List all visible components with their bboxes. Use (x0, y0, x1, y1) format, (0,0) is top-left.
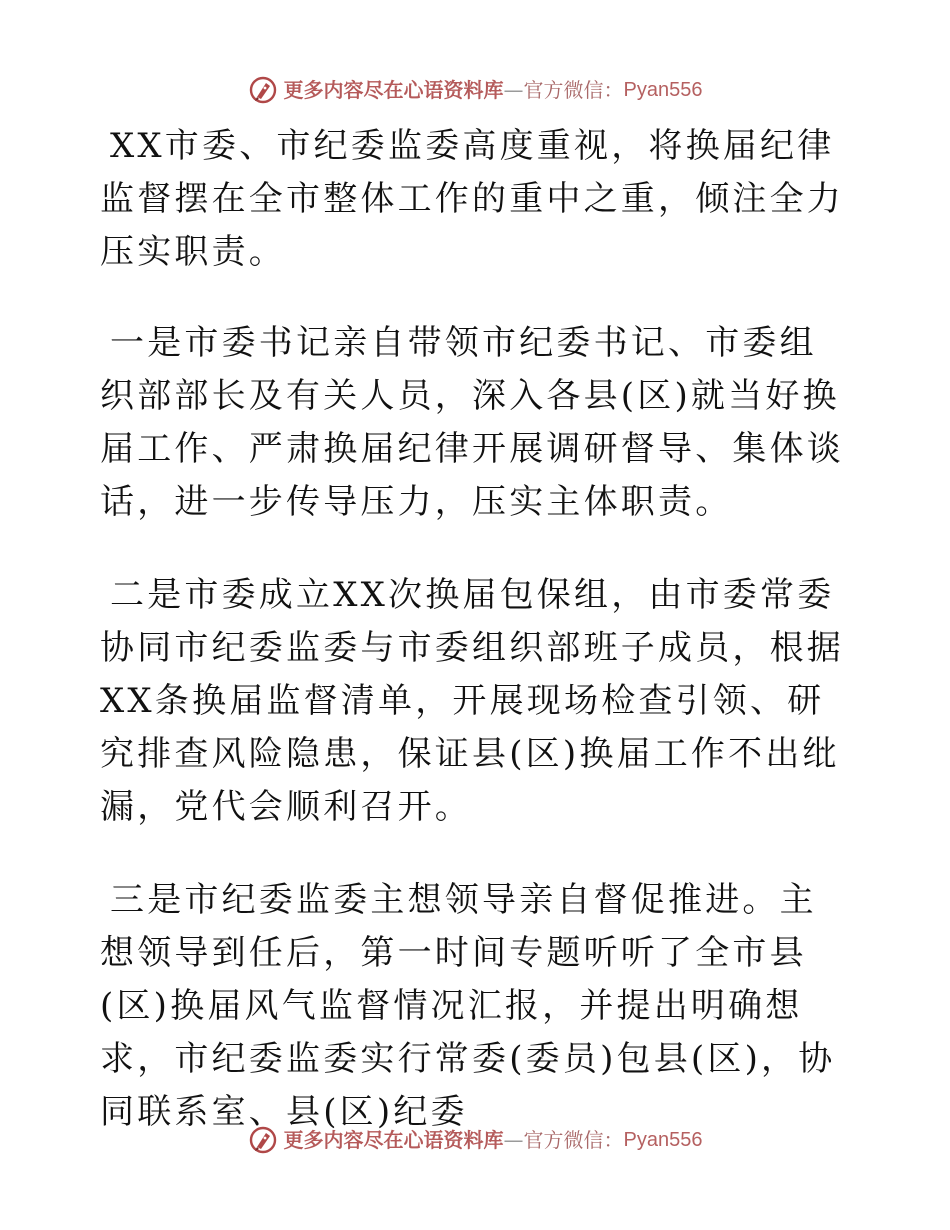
header-banner (0, 70, 950, 110)
banner-slogan: 更多内容尽在心语资料库 (283, 1128, 504, 1152)
footer-banner (0, 1120, 950, 1160)
footer-banner-text (284, 1130, 703, 1150)
banner-wechat-label: 官方微信： (523, 1128, 624, 1152)
banner-wechat-handle: Pyan556 (623, 79, 703, 101)
pen-nib-logo-icon (248, 75, 278, 105)
banner-wechat-handle: Pyan556 (623, 1129, 703, 1151)
pen-nib-logo-icon (248, 1125, 278, 1155)
header-banner-text (284, 80, 703, 100)
paragraph-intro: XX市委、市纪委监委高度重视，将换届纪律监督摆在全市整体工作的重中之重，倾注全力压实职责。 (100, 126, 844, 272)
banner-dash: — (503, 78, 524, 102)
banner-slogan: 更多内容尽在心语资料库 (283, 78, 504, 102)
banner-dash: — (503, 1128, 524, 1152)
paragraph-first-measure: 一是市委书记亲自带领市纪委书记、市委组织部部长及有关人员，深入各县(区)就当好换届工作、严肃换届纪律开展调研督导、集体谈话，进一步传导压力，压实主体职责。 (100, 323, 844, 522)
paragraph-third-measure: 三是市纪委监委主想领导亲自督促推进。主想领导到任后，第一时间专题听听了全市县(区)换届风气监督情况汇报，并提出明确想求，市纪委监委实行常委(委员)包县(区)，协同联系室、县(区)纪委 (100, 880, 836, 1132)
paragraph-second-measure: 二是市委成立XX次换届包保组，由市委常委协同市纪委监委与市委组织部班子成员，根据XX条换届监督清单，开展现场检查引领、研究排查风险隐患，保证县(区)换届工作不出纰漏，党代会顺利召开。 (100, 575, 844, 827)
document-body (100, 120, 850, 1139)
banner-wechat-label: 官方微信： (523, 78, 624, 102)
